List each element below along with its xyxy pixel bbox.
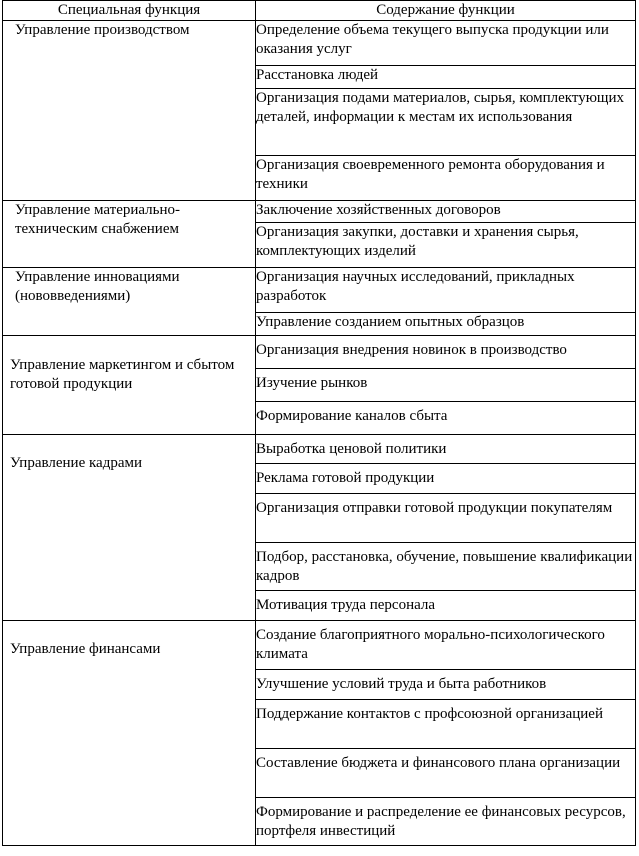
function-content: Организация своевременного ремонта оборудования и техники [256,156,636,201]
group-name-marketing: Управление маркетингом и сбытом готовой продукции [3,336,256,435]
function-content: Улучшение условий труда и быта работников [256,670,636,700]
group-name-innovation: Управление инновациями (нововведениями) [3,268,256,336]
function-content: Организация подами материалов, сырья, комплектующих деталей, информации к местам их использования [256,89,636,156]
table-row [3,268,636,313]
table-row [3,201,636,223]
function-content: Подбор, расстановка, обучение, повышение квалификации кадров [256,543,636,591]
function-content: Выработка ценовой политики [256,435,636,464]
function-content: Изучение рынков [256,369,636,402]
function-content: Формирование каналов сбыта [256,402,636,435]
function-content: Создание благоприятного морально-психологического климата [256,621,636,670]
function-content: Управление созданием опытных образцов [256,313,636,336]
function-content: Реклама готовой продукции [256,464,636,494]
function-content: Формирование и распределение ее финансовых ресурсов, портфеля инвестиций [256,798,636,846]
function-content: Составление бюджета и финансового плана организации [256,749,636,798]
table-header-row [3,1,636,21]
function-content: Поддержание контактов с профсоюзной организацией [256,700,636,749]
function-content: Организация внедрения новинок в производство [256,336,636,369]
table-row [3,21,636,66]
group-name-personnel: Управление кадрами [3,435,256,621]
table-row [3,621,636,670]
function-content: Расстановка людей [256,66,636,89]
group-name-finance: Управление финансами [3,621,256,846]
function-content: Определение объема текущего выпуска продукции или оказания услуг [256,21,636,66]
table-row [3,435,636,464]
group-name-production: Управление производством [3,21,256,201]
function-content: Организация отправки готовой продукции покупателям [256,494,636,543]
header-function-content: Содержание функции [256,1,636,21]
group-name-supply: Управление материально-техническим снабжением [3,201,256,268]
function-content: Заключение хозяйственных договоров [256,201,636,223]
header-special-function: Специальная функция [3,1,256,21]
function-content: Организация закупки, доставки и хранения сырья, комплектующих изделий [256,223,636,268]
table-row [3,336,636,369]
function-content: Мотивация труда персонала [256,591,636,621]
functions-table [2,0,636,846]
function-content: Организация научных исследований, прикладных разработок [256,268,636,313]
